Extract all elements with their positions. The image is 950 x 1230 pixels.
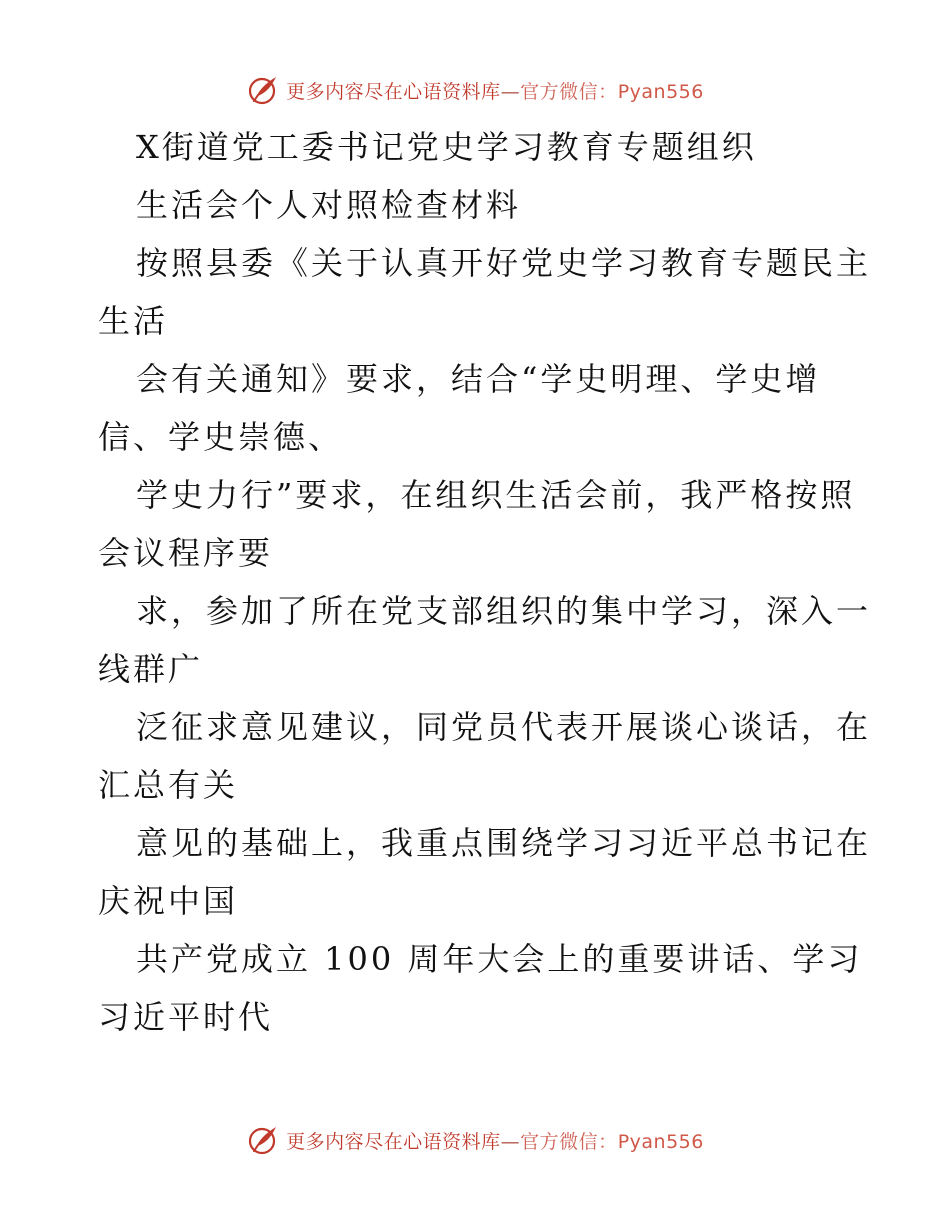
document-body [98, 118, 872, 1046]
watermark-text: 更多内容尽在心语资料库—官方微信：Pyan556 [286, 1130, 704, 1153]
text-line: 生活会个人对照检查材料 [136, 186, 522, 224]
text-line: 汇总有关 [98, 766, 239, 804]
text-line: 信、学史崇德、 [98, 418, 344, 456]
text-line: 习近平时代 [98, 998, 274, 1036]
text-line: 会有关通知》要求，结合“学史明理、学史增 [136, 360, 821, 398]
text-line: 意见的基础上，我重点围绕学习习近平总书记在 [136, 824, 872, 862]
quill-logo-icon [246, 73, 280, 107]
text-line: X街道党工委书记党史学习教育专题组织 [136, 128, 757, 166]
header-watermark [0, 70, 950, 110]
text-line: 共产党成立 100 周年大会上的重要讲话、学习 [136, 940, 863, 978]
text-line: 按照县委《关于认真开好党史学习教育专题民主 [136, 244, 872, 282]
text-line: 求，参加了所在党支部组织的集中学习，深入一 [136, 592, 872, 630]
watermark-text: 更多内容尽在心语资料库—官方微信：Pyan556 [286, 80, 704, 103]
footer-watermark [0, 1120, 950, 1160]
text-line: 线群广 [98, 650, 204, 688]
text-line: 泛征求意见建议，同党员代表开展谈心谈话，在 [136, 708, 872, 746]
text-line: 学史力行”要求，在组织生活会前，我严格按照 [136, 476, 856, 514]
text-line: 会议程序要 [98, 534, 274, 572]
text-line: 庆祝中国 [98, 882, 239, 920]
text-line: 生活 [98, 302, 169, 340]
quill-logo-icon [246, 1123, 280, 1157]
